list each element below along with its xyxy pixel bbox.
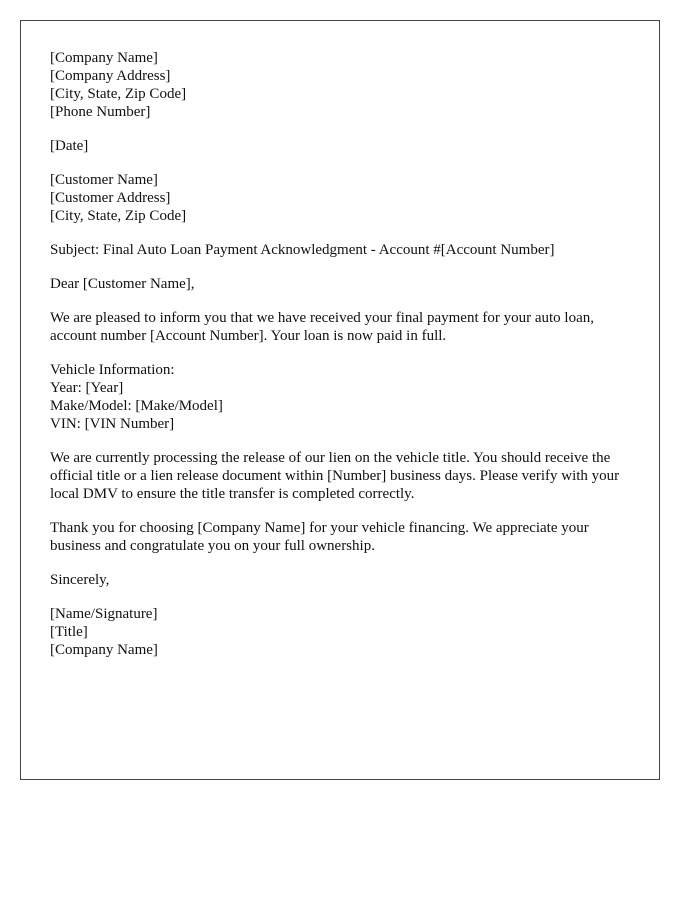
- signature-block: [50, 605, 640, 659]
- processing-paragraph: We are currently processing the release of our lien on the vehicle title. You should receive the official title or a lien release document within [Number] business days. Please verify with your local DMV to ensure the title transfer is completed correctly.: [50, 450, 620, 502]
- recipient-block: [50, 171, 640, 225]
- signature-name: [Name/Signature]: [50, 606, 158, 622]
- subject-line: Subject: Final Auto Loan Payment Acknowledgment - Account #[Account Number]: [50, 242, 555, 258]
- sender-company-address: [Company Address]: [50, 68, 171, 84]
- signature-title: [Title]: [50, 624, 88, 640]
- recipient-city-state-zip: [City, State, Zip Code]: [50, 208, 187, 224]
- vehicle-make-model: Make/Model: [Make/Model]: [50, 398, 223, 414]
- sender-company-name: [Company Name]: [50, 50, 158, 66]
- date-block: [50, 137, 640, 155]
- vehicle-year: Year: [Year]: [50, 380, 124, 396]
- signature-company: [Company Name]: [50, 642, 158, 658]
- intro-paragraph: We are pleased to inform you that we have received your final payment for your auto loan, account number [Account Number]. Your loan is now paid in full.: [50, 310, 595, 344]
- sender-block: [50, 49, 640, 121]
- salutation: Dear [Customer Name],: [50, 276, 195, 292]
- letter-body: [50, 49, 640, 675]
- sender-city-state-zip: [City, State, Zip Code]: [50, 86, 187, 102]
- vehicle-info-block: [50, 361, 640, 433]
- recipient-address: [Customer Address]: [50, 190, 171, 206]
- recipient-name: [Customer Name]: [50, 172, 158, 188]
- salutation-block: [50, 275, 640, 293]
- subject-block: [50, 241, 640, 259]
- closing: Sincerely,: [50, 572, 110, 588]
- closing-block: [50, 571, 640, 589]
- letter-page: [20, 20, 660, 780]
- letter-date: [Date]: [50, 138, 89, 154]
- thanks-paragraph: Thank you for choosing [Company Name] for your vehicle financing. We appreciate your business and congratulate you on your full ownership.: [50, 520, 589, 554]
- sender-phone: [Phone Number]: [50, 104, 151, 120]
- vehicle-vin: VIN: [VIN Number]: [50, 416, 175, 432]
- vehicle-info-heading: Vehicle Information:: [50, 362, 175, 378]
